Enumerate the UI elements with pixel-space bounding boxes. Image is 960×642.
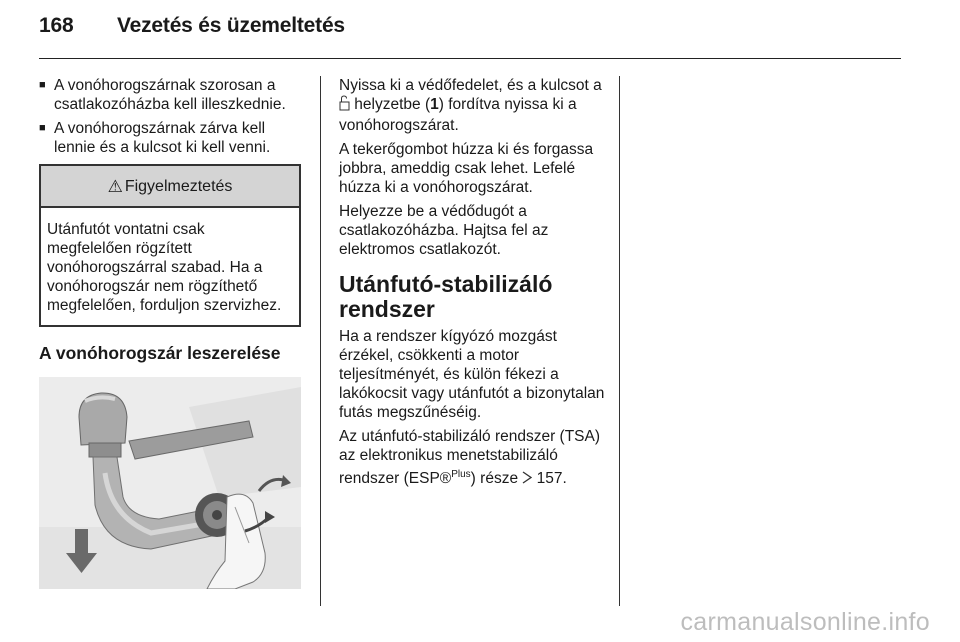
page-number: 168: [39, 14, 74, 37]
bullet-text: A vonóhorogszárnak szorosan a csatlakozóházba kell illeszkednie.: [54, 77, 286, 113]
paragraph: [339, 427, 607, 489]
paragraph: Helyezze be a védődugót a csatlakozóházba. Hajtsa fel az elektromos csatlakozót.: [339, 203, 549, 258]
warning-text: Utánfutót vontatni csak megfelelően rögzített vonóhorogszárral szabad. Ha a vonóhorogszár nem rögzíthető megfelelően, forduljon szervizhez.: [47, 221, 282, 314]
bullet-square-icon: ■: [39, 79, 46, 91]
warning-box: [39, 164, 301, 327]
column-divider-2: [619, 76, 620, 606]
list-item: [39, 119, 305, 157]
towbar-removal-illustration: [39, 377, 301, 589]
paragraph: A tekerőgombot húzza ki és forgassa jobbra, ameddig csak lehet. Lefelé húzza ki a vonóhorogszárat.: [339, 141, 594, 196]
column-right: [339, 76, 607, 494]
paragraph-text: ): [470, 470, 476, 488]
page-reference[interactable]: 157.: [532, 470, 567, 488]
section-heading: Utánfutó-stabilizáló rendszer: [339, 271, 553, 322]
header-rule: [39, 58, 901, 59]
paragraph-text: része: [480, 470, 523, 488]
superscript: Plus: [451, 469, 471, 480]
unlocked-padlock-icon: [339, 95, 350, 116]
paragraph: Ha a rendszer kígyózó mozgást érzékel, csökkenti a motor teljesítményét, és külön fékezi a lakókocsit vagy utánfutót a bizonytalan futás megszűnéséig.: [339, 328, 605, 421]
warning-title: Figyelmeztetés: [124, 177, 233, 195]
list-item: [39, 76, 305, 114]
paragraph-text: helyzetbe (: [350, 96, 431, 113]
paragraph-text: ) fordítva nyissa ki a vonóhorogszárat.: [339, 96, 577, 134]
step-number: 1: [430, 96, 439, 113]
bullet-text: A vonóhorogszárnak zárva kell lennie és a kulcsot ki kell venni.: [54, 120, 271, 156]
warning-header: [41, 166, 299, 208]
paragraph-text: Nyissa ki a védőfedelet, és a kulcsot a: [339, 77, 602, 94]
towbar-illustration-svg: [39, 377, 301, 589]
column-left: [39, 76, 305, 589]
warning-triangle-icon: ⚠: [107, 176, 123, 196]
paragraph-text: Az utánfutó-stabilizáló rendszer (TSA) az elektronikus menetstabilizáló rendszer (ESP®: [339, 428, 601, 488]
page-title: Vezetés és üzemeltetés: [117, 14, 345, 37]
bullet-square-icon: ■: [39, 122, 46, 134]
page-header: [39, 14, 345, 38]
paragraph: [339, 76, 607, 135]
column-divider-1: [320, 76, 321, 606]
reference-arrow-icon[interactable]: [522, 470, 532, 489]
section-heading: A vonóhorogszár leszerelése: [39, 343, 281, 363]
watermark: carmanualsonline.info: [680, 608, 930, 636]
